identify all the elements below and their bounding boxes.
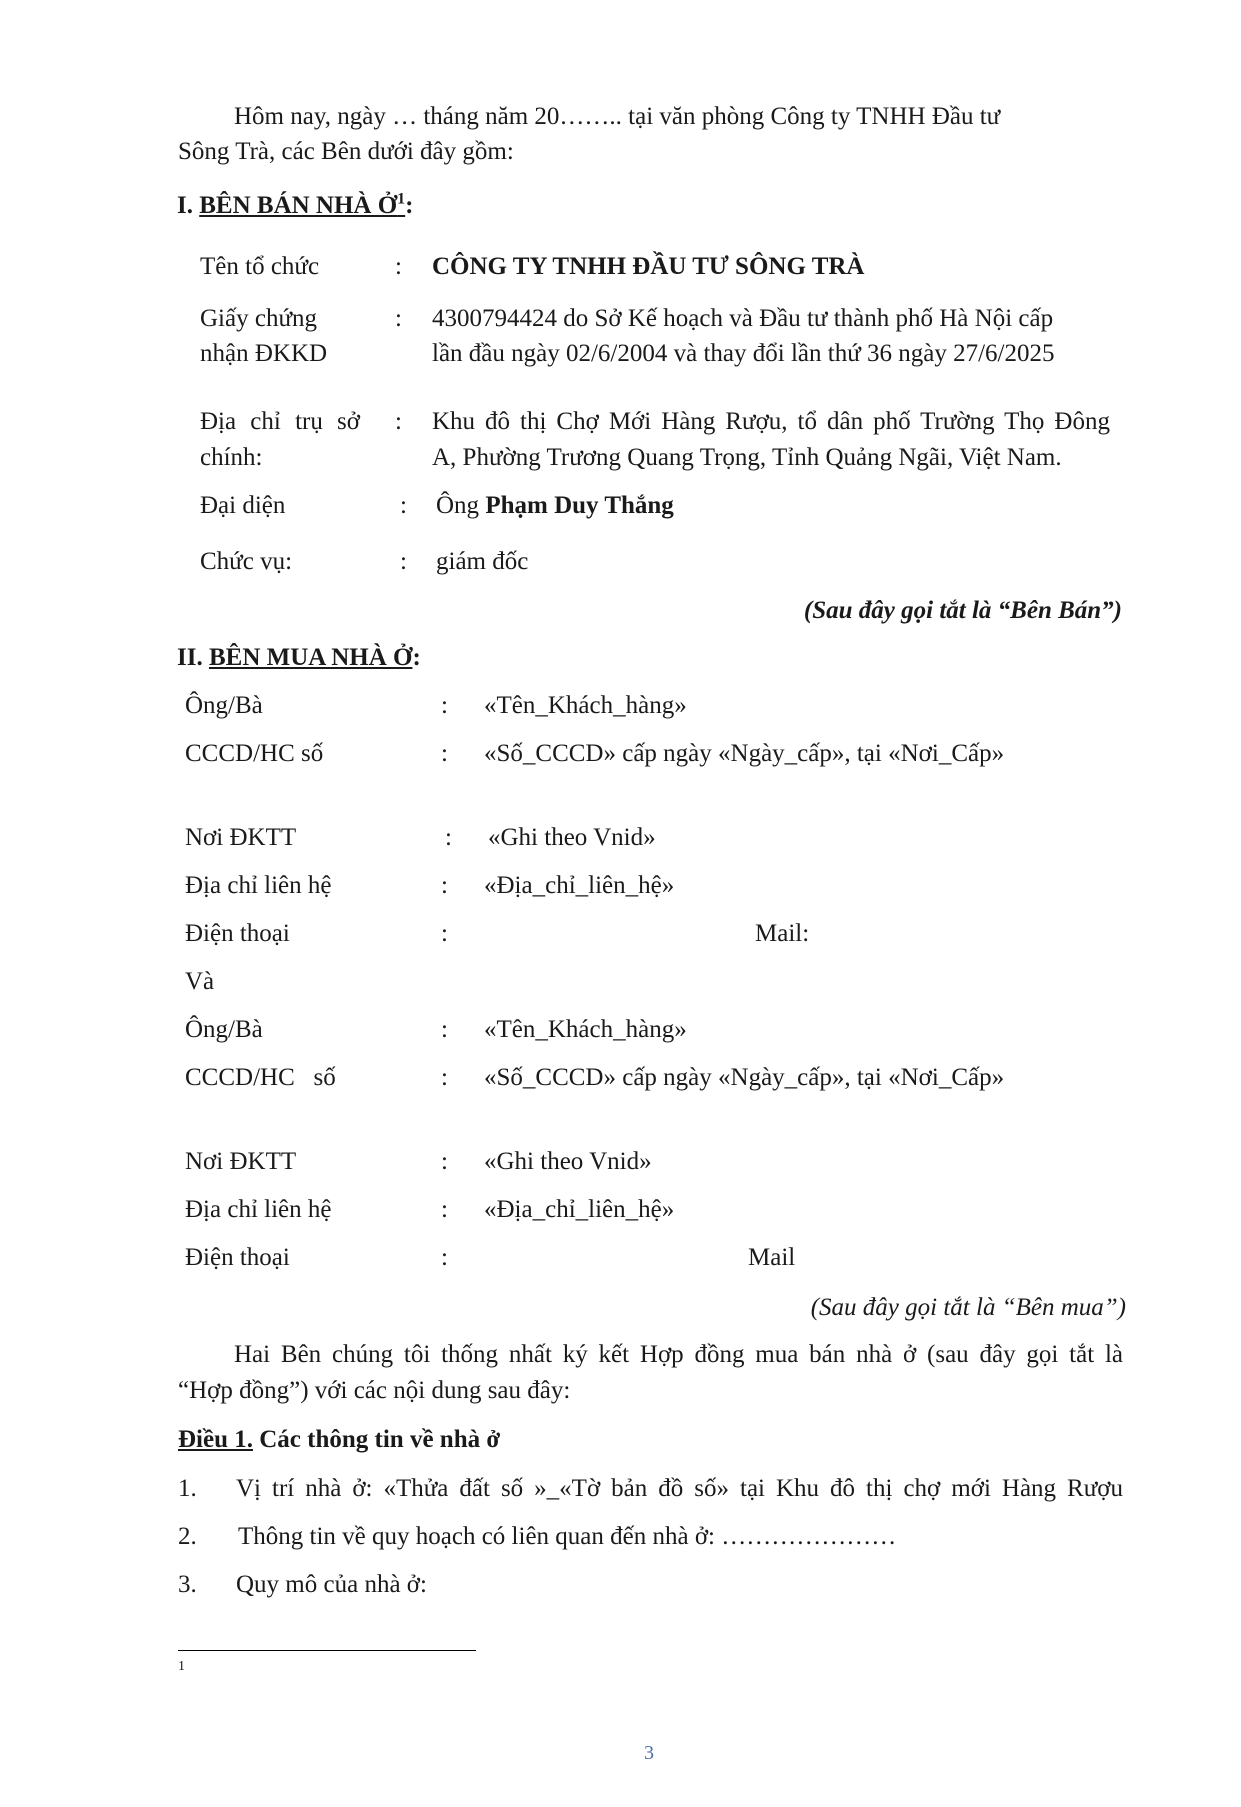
seller-position-label: Chức vụ: bbox=[200, 548, 293, 575]
article1-item-text: Quy mô của nhà ở: bbox=[236, 1571, 427, 1598]
agreement-line-1: Hai Bên chúng tôi thống nhất ký kết Hợp đồng mua bán nhà ở (sau đây gọi tắt là bbox=[234, 1341, 1123, 1368]
buyer1-addr-label: Địa chỉ liên hệ bbox=[185, 872, 332, 899]
seller-license-value-1: 4300794424 do Sở Kế hoạch và Đầu tư thành phố Hà Nội cấp bbox=[432, 305, 1054, 332]
buyer1-reg-label: Nơi ĐKTT bbox=[185, 824, 297, 851]
seller-address-value-2: A, Phường Trương Quang Trọng, Tỉnh Quảng Ngãi, Việt Nam. bbox=[432, 444, 1062, 471]
seller-heading-text: BÊN BÁN NHÀ Ở$^1$ bbox=[199, 190, 406, 219]
seller-rep-label: Đại diện bbox=[200, 492, 286, 519]
colon: : bbox=[441, 1064, 448, 1091]
article1-item-num: 3. bbox=[178, 1571, 197, 1598]
article1-item-text: Thông tin về quy hoạch có liên quan đến nhà ở: ………………… bbox=[238, 1523, 897, 1550]
article1-item-num: 1. bbox=[178, 1475, 197, 1502]
seller-position-value: giám đốc bbox=[436, 548, 529, 575]
buyer2-reg-value: «Ghi theo Vnid» bbox=[484, 1148, 652, 1175]
seller-rep-value: Ông Phạm Duy Thắng bbox=[436, 492, 674, 519]
buyer1-name-label: Ông/Bà bbox=[185, 692, 263, 719]
colon: : bbox=[441, 1148, 448, 1175]
buyer-heading: II. BÊN MUA NHÀ Ở: bbox=[177, 644, 421, 671]
footnote-number: 1 bbox=[178, 1659, 185, 1674]
colon: : bbox=[400, 548, 407, 575]
colon: : bbox=[445, 824, 452, 851]
seller-address-label-2: chính: bbox=[200, 444, 263, 471]
page-number: 3 bbox=[644, 1742, 654, 1764]
article1-item-num: 2. bbox=[178, 1523, 197, 1550]
buyer1-id-value: «Số_CCCD» cấp ngày «Ngày_cấp», tại «Nơi_Cấp» bbox=[484, 740, 1005, 767]
article1-item-text: Vị trí nhà ở: «Thửa đất số »_«Tờ bản đồ số» tại Khu đô thị chợ mới Hàng Rượu bbox=[236, 1475, 1123, 1502]
buyer2-reg-label: Nơi ĐKTT bbox=[185, 1148, 297, 1175]
colon: : bbox=[441, 1244, 448, 1271]
buyer2-name-value: «Tên_Khách_hàng» bbox=[484, 1016, 687, 1043]
colon: : bbox=[395, 253, 402, 280]
seller-address-label-1: Địa chỉ trụ sở bbox=[200, 408, 360, 435]
intro-line-1: Hôm nay, ngày … tháng năm 20…….. tại văn phòng Công ty TNHH Đầu tư bbox=[234, 103, 1001, 130]
buyer2-id-value: «Số_CCCD» cấp ngày «Ngày_cấp», tại «Nơi_Cấp» bbox=[484, 1064, 1005, 1091]
buyer2-addr-value: «Địa_chỉ_liên_hệ» bbox=[484, 1196, 675, 1223]
colon: : bbox=[441, 692, 448, 719]
colon: : bbox=[395, 408, 402, 435]
seller-org-label: Tên tổ chức bbox=[200, 253, 320, 280]
seller-heading-number: I. bbox=[177, 192, 193, 219]
colon: : bbox=[400, 492, 407, 519]
colon: : bbox=[441, 872, 448, 899]
article1-heading: Điều 1. Các thông tin về nhà ở bbox=[178, 1426, 501, 1453]
seller-license-label-2: nhận ĐKKD bbox=[200, 340, 328, 367]
buyer2-mail-label: Mail bbox=[748, 1244, 796, 1271]
seller-address-value-1: Khu đô thị Chợ Mới Hàng Rượu, tổ dân phố Trường Thọ Đông bbox=[432, 408, 1110, 435]
footnote-separator bbox=[178, 1650, 476, 1651]
colon: : bbox=[441, 1196, 448, 1223]
intro-line-2: Sông Trà, các Bên dưới đây gồm: bbox=[178, 138, 514, 165]
and-label: Và bbox=[185, 968, 215, 995]
buyer2-addr-label: Địa chỉ liên hệ bbox=[185, 1196, 332, 1223]
buyer1-mail-label: Mail: bbox=[755, 920, 810, 947]
buyer1-name-value: «Tên_Khách_hàng» bbox=[484, 692, 687, 719]
buyer1-reg-value: «Ghi theo Vnid» bbox=[488, 824, 656, 851]
colon: : bbox=[441, 740, 448, 767]
buyer2-id-label: CCCD/HC số bbox=[185, 1064, 336, 1091]
buyer2-phone-label: Điện thoại bbox=[185, 1244, 290, 1271]
buyer1-phone-label: Điện thoại bbox=[185, 920, 290, 947]
footnote-ref: 1 bbox=[397, 190, 406, 208]
buyer-alias: (Sau đây gọi tắt là “Bên mua”) bbox=[810, 1294, 1126, 1321]
colon: : bbox=[441, 920, 448, 947]
colon: : bbox=[441, 1016, 448, 1043]
buyer1-addr-value: «Địa_chỉ_liên_hệ» bbox=[484, 872, 675, 899]
buyer1-id-label: CCCD/HC số bbox=[185, 740, 324, 767]
seller-license-value-2: lần đầu ngày 02/6/2004 và thay đổi lần thứ 36 ngày 27/6/2025 bbox=[432, 340, 1055, 367]
agreement-line-2: “Hợp đồng”) với các nội dung sau đây: bbox=[178, 1377, 571, 1404]
seller-heading: I. BÊN BÁN NHÀ Ở$^1$: bbox=[177, 190, 414, 219]
seller-license-label-1: Giấy chứng bbox=[200, 305, 317, 332]
buyer2-name-label: Ông/Bà bbox=[185, 1016, 263, 1043]
seller-alias: (Sau đây gọi tắt là “Bên Bán”) bbox=[803, 597, 1122, 624]
seller-org-name: CÔNG TY TNHH ĐẦU TƯ SÔNG TRÀ bbox=[432, 253, 865, 280]
colon: : bbox=[395, 305, 402, 332]
